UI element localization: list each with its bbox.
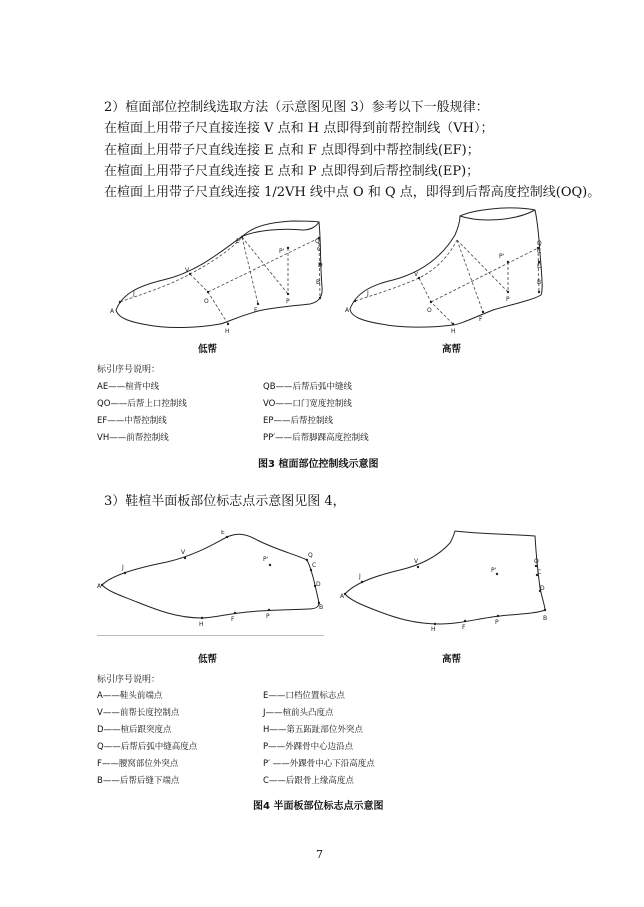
figure-3-high-label: 高帮 [442,344,462,355]
fig3-low-point-p: P [286,298,290,305]
figure-4-legend-right-5: P′ ——外踝骨中心下沿高度点 [263,759,375,769]
figure-4-legend-left-3: D——楦后跟突度点 [97,725,172,735]
figure-4-legend-right-6: C——后跟骨上缘高度点 [263,776,354,786]
fig4-low-point-f: F [231,616,235,623]
fig3-high-point-a: A [345,307,350,314]
fig3-high-point-f: F [479,316,483,323]
fig4-high-point-h: H [431,626,436,632]
figure-3-low-cut-diagram [108,212,338,337]
page-number: 7 [316,848,323,861]
fig4-low-point-j: J [122,564,124,571]
figure-4-legend-title: 标引序号说明： [97,675,161,685]
fig3-high-point-p: P [506,296,510,303]
fig3-low-point-o: O [204,298,209,305]
section-3-heading: 3）鞋楦半面板部位标志点示意图见图 4， [104,494,346,509]
figure-4-legend-right-4: P——外踝骨中心边沿点 [263,742,354,752]
figure-4-legend-right-2: J——楦前头凸度点 [263,708,334,718]
fig3-high-point-o: O [427,307,432,314]
fig3-high-point-j: J [367,290,369,297]
fig4-high-point-p: P [495,619,499,626]
fig3-high-point-b: B [537,279,542,286]
fig4-high-point-a: A [340,593,345,600]
figure-4-legend-right-3: H——第五跖趾部位外突点 [263,725,363,735]
fig3-high-point-d: D [537,263,542,270]
fig4-low-point-b: B [319,604,324,611]
fig4-high-point-p-prime: P' [491,567,497,574]
figure-4-caption: 图4 半面板部位标志点示意图 [253,801,384,812]
figure-3-high-cut-diagram [343,200,563,337]
figure-3-legend-title: 标引序号说明： [97,365,161,375]
fig4-low-point-v: V [181,549,186,556]
fig3-high-point-q: Q [537,240,542,247]
section-2-line-1: 在楦面上用带子尺直接连接 V 点和 H 点即得到前帮控制线（VH）； [104,121,494,136]
section-2-heading: 2）楦面部位控制线选取方法（示意图见图 3）参考以下一般规律： [104,100,489,115]
figure-3-legend-left-1: AE——楦背中线 [97,382,160,392]
figure-4-legend-left-4: Q——后帮后弧中缝高度点 [97,742,198,752]
figure-3-legend-right-3: EP——后帮控制线 [263,416,333,426]
figure-3-legend-right-2: VO——口门宽度控制线 [263,399,352,409]
section-2-line-2: 在楦面上用带子尺直线连接 E 点和 F 点即得到中帮控制线(EF)； [104,143,480,158]
fig3-low-point-c: C [317,246,322,253]
figure-4-legend-left-2: V——前帮长度控制点 [97,708,180,718]
figure-4-low-label: 低帮 [198,654,218,665]
fig4-low-point-h: H [199,621,204,628]
fig3-low-point-e: E [236,238,240,245]
fig3-low-point-v: V [185,267,190,274]
fig4-low-point-p-prime: P' [263,556,269,563]
fig3-low-point-b: B [316,279,321,286]
fig4-low-point-p: P [266,613,270,620]
fig4-low-point-c: C [312,562,317,569]
figure-4-legend-left-6: B——后帮后缝下端点 [97,776,180,786]
fig3-low-point-j: J [133,290,135,297]
figure-3-legend-right-1: QB——后帮后弧中缝线 [263,382,353,392]
fig3-low-point-a: A [110,308,115,315]
figure-3-legend-right-4: PP′——后帮脚踝高度控制线 [263,433,369,443]
fig4-high-point-b: B [543,615,548,622]
fig3-high-point-v: V [414,271,419,278]
fig4-high-point-q: Q [534,558,539,565]
figure-4-high-label: 高帮 [442,654,462,665]
fig3-high-point-p-prime: P' [499,253,505,260]
fig3-low-point-h: H [225,328,230,335]
figure-4-legend-left-5: F——腰窝部位外突点 [97,759,179,769]
section-2-line-3: 在楦面上用带子尺直线连接 E 点和 P 点即得到后帮控制线(EP)； [104,164,480,179]
figure-3-caption: 图3 楦面部位控制线示意图 [258,459,379,470]
figure-3-legend-left-4: VH——前帮控制线 [97,433,169,443]
fig3-high-point-c: C [537,248,542,255]
fig4-low-point-q: Q [308,552,313,559]
fig3-low-point-q: Q [315,238,320,245]
fig3-low-point-d: D [318,262,323,269]
fig4-low-point-e: E [221,530,225,536]
fig4-high-point-j: J [359,573,361,580]
figure-4-divider [97,635,324,636]
fig3-high-point-h: H [451,328,456,335]
figure-4-low-cut-diagram [97,530,329,630]
fig4-high-point-v: V [414,558,419,565]
fig4-low-point-a: A [97,583,102,590]
fig3-low-point-p-prime: P' [279,248,285,255]
figure-4-legend-left-1: A——鞋头前端点 [97,691,163,701]
section-2-line-4: 在楦面上用带子尺直线连接 1/2VH 线中点 O 和 Q 点，即得到后帮高度控制线(OQ)。 [104,185,601,200]
figure-4-high-cut-diagram [340,528,555,632]
fig4-high-point-f: F [462,624,466,631]
figure-4-legend-right-1: E——口档位置标志点 [263,691,345,701]
fig4-low-point-d: D [316,581,321,588]
figure-3-legend-left-3: EF——中帮控制线 [97,416,167,426]
fig4-high-point-d: D [540,585,545,592]
fig4-high-point-c: C [537,569,542,576]
figure-3-legend-left-2: QO——后帮上口控制线 [97,399,187,409]
figure-3-low-label: 低帮 [198,344,218,355]
fig3-low-point-f: F [254,307,258,314]
